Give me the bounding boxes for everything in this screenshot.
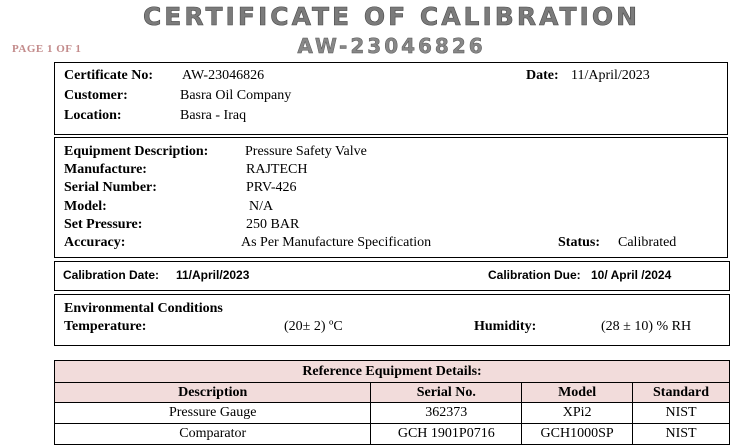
page-indicator: PAGE 1 OF 1: [12, 43, 82, 55]
table-row: [55, 403, 730, 424]
equipment-description-value: Pressure Safety Valve: [245, 144, 367, 159]
set-pressure-label: Set Pressure:: [64, 217, 143, 232]
calibration-date-label: Calibration Date:: [63, 268, 160, 282]
calibration-due-value: 10/ April /2024: [591, 268, 672, 282]
reference-equipment-table: [54, 360, 730, 445]
table-cell: NIST: [633, 403, 730, 424]
equipment-description-label: Equipment Description:: [64, 144, 209, 159]
location-label: Location:: [64, 108, 122, 123]
table-cell: Comparator: [55, 424, 371, 445]
customer-label: Customer:: [64, 88, 128, 103]
table-cell: 362373: [371, 403, 522, 424]
temperature-label: Temperature:: [64, 319, 147, 334]
manufacture-value: RAJTECH: [246, 162, 308, 177]
table-row: [55, 424, 730, 445]
status-value: Calibrated: [618, 235, 677, 250]
model-value: N/A: [249, 199, 274, 214]
model-label: Model:: [64, 199, 107, 214]
environmental-conditions-title: Environmental Conditions: [64, 301, 223, 316]
table-cell: XPi2: [522, 403, 633, 424]
certificate-no-value: AW-23046826: [182, 68, 265, 83]
location-value: Basra - Iraq: [180, 108, 247, 123]
status-label: Status:: [558, 235, 601, 250]
column-header-description: Description: [55, 383, 371, 403]
table-cell: GCH 1901P0716: [371, 424, 522, 445]
manufacture-label: Manufacture:: [64, 162, 147, 177]
serial-number-label: Serial Number:: [64, 180, 157, 195]
table-cell: GCH1000SP: [522, 424, 633, 445]
column-header-standard: Standard: [633, 383, 730, 403]
table-cell: Pressure Gauge: [55, 403, 371, 424]
accuracy-value: As Per Manufacture Specification: [241, 235, 432, 250]
reference-table-title: Reference Equipment Details:: [55, 361, 730, 383]
certificate-number-heading: AW-23046826: [297, 34, 486, 58]
certificate-title: CERTIFICATE OF CALIBRATION: [142, 2, 641, 31]
column-header-serial: Serial No.: [371, 383, 522, 403]
table-cell: NIST: [633, 424, 730, 445]
customer-value: Basra Oil Company: [180, 88, 292, 103]
serial-number-value: PRV-426: [246, 180, 297, 195]
temperature-value: (20± 2) ºC: [284, 319, 343, 334]
humidity-value: (28 ± 10) % RH: [601, 319, 692, 334]
date-label: Date:: [526, 68, 559, 83]
calibration-date-value: 11/April/2023: [176, 268, 250, 282]
accuracy-label: Accuracy:: [64, 235, 126, 250]
calibration-due-label: Calibration Due:: [488, 268, 581, 282]
column-header-model: Model: [522, 383, 633, 403]
date-value: 11/April/2023: [571, 68, 650, 83]
humidity-label: Humidity:: [474, 319, 537, 334]
certificate-no-label: Certificate No:: [64, 68, 154, 83]
set-pressure-value: 250 BAR: [246, 217, 300, 232]
